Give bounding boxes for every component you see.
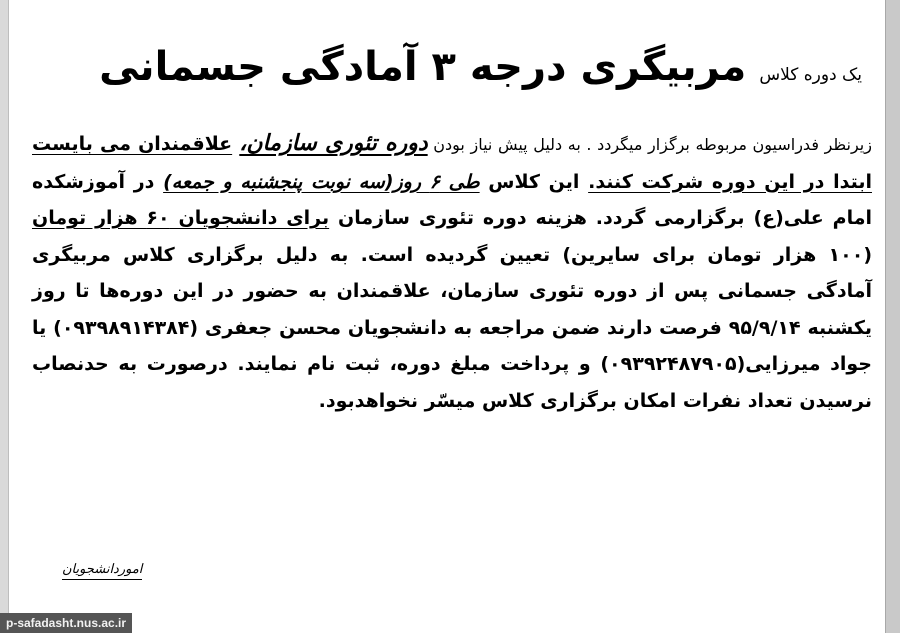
body-segment: دوره تئوری سازمان، (239, 131, 428, 156)
body-segment: این کلاس (479, 170, 589, 193)
window-frame-right (885, 0, 900, 633)
signature: اموردانشجویان (62, 562, 142, 580)
body-segment: زیرنظر فدراسیون مربوطه برگزار میگردد . به دلیل پیش نیاز بودن (427, 135, 872, 154)
announcement-body (32, 126, 872, 419)
body-segment: برای دانشجویان ۶۰ هزار تومان (32, 207, 330, 229)
announcement-page (22, 14, 872, 619)
body-segment: (۱۰۰ هزار تومان برای سایرین) تعیین گردیده است. به دلیل برگزاری کلاس مربیگری آمادگی جسمانی پس از دوره تئوری سازمان، علاقمندان به حضور در این دوره‌ها تا روز یکشنبه ۹۵/۹/۱۴ فرصت دارند ضمن مراجعه به دانشجویان محسن جعفری (۰۹۳۹۸۹۱۴۳۸۴) یا جواد میرزایی(۰۹۳۹۲۴۸۷۹۰۵) و پرداخت مبلغ دوره، ثبت نام نمایند. درصورت به حدنصاب نرسیدن تعداد نفرات امکان برگزاری کلاس میسّر نخواهدبود. (32, 243, 872, 412)
body-segment: در آموزشکده امام علی(ع) برگزارمی گردد. هزینه دوره تئوری سازمان (32, 170, 872, 229)
title-main: مربیگری درجه ۳ آمادگی جسمانی (99, 44, 747, 90)
title-prefix: یک دوره کلاس (759, 65, 862, 85)
announcement-title (99, 44, 862, 90)
site-watermark: p-safadasht.nus.ac.ir (0, 613, 132, 633)
body-segment: طی ۶ روز(سه نوبت پنجشنبه و جمعه) (163, 170, 480, 193)
window-frame-left (0, 0, 9, 633)
body-segment: علاقمندان می بایست ابتدا در این دوره شرکت کنند. (32, 133, 872, 193)
